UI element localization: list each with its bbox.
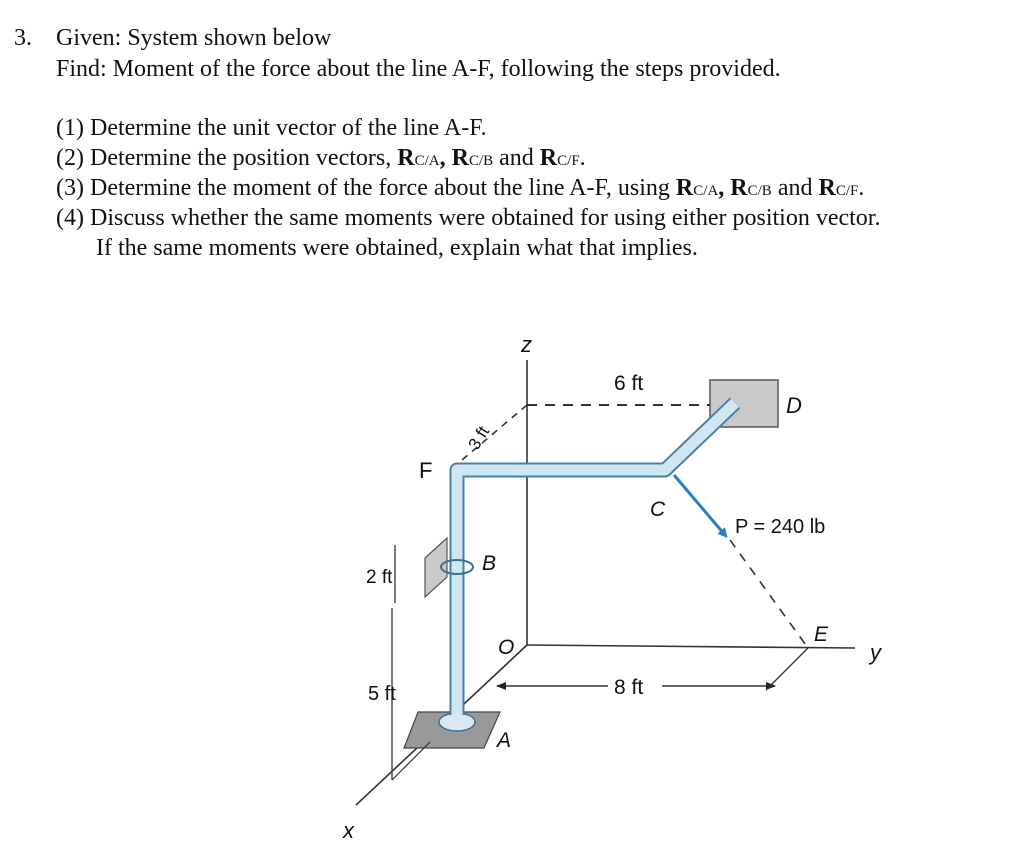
problem-find: Find: Moment of the force about the line A-F, following the steps provided. (56, 56, 781, 82)
step-end: . (579, 145, 586, 171)
vector-r: R (730, 175, 748, 201)
vector-r: R (397, 145, 415, 171)
step-separator: and (493, 145, 540, 171)
step-4-continued: If the same moments were obtained, explain what that implies. (96, 235, 698, 261)
step-end: . (858, 175, 865, 201)
axis-x-label: x (343, 818, 354, 843)
step-number: (4) (56, 205, 84, 231)
step-number: (2) (56, 145, 84, 171)
point-b-label: B (482, 552, 497, 575)
force-p-label: P = 240 lb (735, 516, 826, 538)
step-number: (1) (56, 115, 84, 141)
vector-subscript: C/A (414, 153, 440, 169)
step-separator: and (771, 175, 819, 201)
vector-r: R (818, 175, 836, 201)
vector-subscript: C/F (557, 153, 580, 169)
step-text: Discuss whether the same moments were obtained for using either position vector. (89, 205, 881, 231)
vector-r: R (539, 145, 558, 171)
point-f-label: F (419, 458, 433, 483)
y-axis-line (527, 645, 855, 648)
step-number: (3) (56, 175, 84, 201)
dim-5ft-label: 5 ft (368, 683, 396, 705)
vector-r: R (451, 145, 469, 171)
bracket-b (425, 538, 447, 597)
point-c-label: C (650, 498, 666, 521)
step-separator: , (718, 175, 731, 201)
dim-3ft-label: 3 ft (464, 422, 494, 454)
dim-8ft-label: 8 ft (614, 676, 644, 699)
pipe-inner (457, 403, 735, 715)
axis-y-label: y (870, 640, 881, 665)
problem-number: 3. (14, 25, 32, 51)
point-e-label: E (814, 623, 829, 646)
dim-6ft-label: 6 ft (614, 372, 644, 395)
dashed-ce-line (730, 540, 808, 648)
point-a-label: A (497, 729, 512, 752)
force-p-arrow (674, 475, 725, 535)
step-text: Determine the position vectors, (89, 145, 398, 171)
base-fitting (439, 713, 475, 731)
vector-subscript: C/F (835, 183, 859, 199)
dim-8ft-slant (766, 648, 808, 690)
dim-2ft-label: 2 ft (366, 567, 393, 588)
vector-r: R (675, 175, 694, 201)
step-text: Determine the unit vector of the line A-F. (89, 115, 487, 141)
problem-given: Given: System shown below (56, 25, 332, 51)
point-d-label: D (786, 393, 802, 418)
vector-subscript: C/A (693, 183, 719, 199)
vector-subscript: C/B (747, 183, 772, 199)
step-separator: , (439, 145, 452, 171)
step-text: Determine the moment of the force about the line A-F, using (89, 175, 676, 201)
vector-subscript: C/B (468, 153, 494, 169)
point-o-label: O (498, 636, 515, 659)
axis-z-label: z (521, 332, 532, 357)
